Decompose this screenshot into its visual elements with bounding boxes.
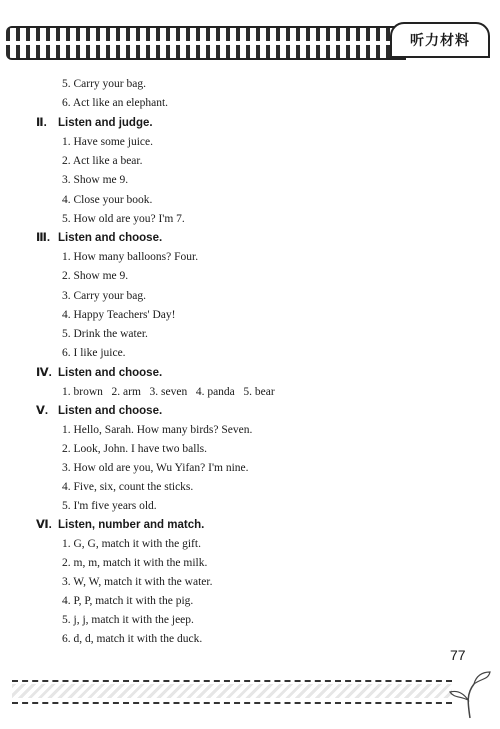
section-number: Ⅵ. xyxy=(36,519,52,531)
list-item: 5. How old are you? I'm 7. xyxy=(62,213,185,225)
section-number: Ⅲ. xyxy=(36,232,51,244)
list-item: 6. d, d, match it with the duck. xyxy=(62,633,203,645)
section-number: Ⅴ. xyxy=(36,405,49,417)
section-number: Ⅳ. xyxy=(36,367,52,379)
list-item: 3. How old are you, Wu Yifan? I'm nine. xyxy=(62,462,249,474)
section-heading xyxy=(36,231,162,245)
list-item: 1. brown 2. arm 3. seven 4. panda 5. bear xyxy=(62,386,275,398)
section-title: Listen and choose. xyxy=(58,232,163,244)
section-heading xyxy=(36,366,162,380)
section-title: Listen and choose. xyxy=(58,405,163,417)
section-number: Ⅱ. xyxy=(36,117,47,129)
list-item: 2. Look, John. I have two balls. xyxy=(62,443,208,455)
list-item: 2. m, m, match it with the milk. xyxy=(62,557,208,569)
list-item: 1. Have some juice. xyxy=(62,136,154,148)
list-item: 3. W, W, match it with the water. xyxy=(62,576,213,588)
header-tab-label: 听力材料 xyxy=(390,22,490,58)
footer-dashed-line xyxy=(12,702,452,704)
list-item: 5. Drink the water. xyxy=(62,328,148,340)
list-item: 1. Hello, Sarah. How many birds? Seven. xyxy=(62,424,253,436)
list-item: 4. P, P, match it with the pig. xyxy=(62,595,194,607)
list-item: 2. Act like a bear. xyxy=(62,155,143,167)
list-item: 4. Close your book. xyxy=(62,194,153,206)
section-title: Listen, number and match. xyxy=(58,519,205,531)
list-item: 1. G, G, match it with the gift. xyxy=(62,538,201,550)
list-item: 4. Happy Teachers' Day! xyxy=(62,309,176,321)
page-number: 77 xyxy=(450,647,466,663)
list-item: 5. Carry your bag. xyxy=(62,78,146,90)
list-item: 1. How many balloons? Four. xyxy=(62,251,199,263)
list-item: 3. Show me 9. xyxy=(62,174,129,186)
page-header xyxy=(6,22,490,62)
list-item: 3. Carry your bag. xyxy=(62,290,146,302)
section-title: Listen and judge. xyxy=(58,117,153,129)
footer-dashed-line xyxy=(12,680,452,682)
section-heading xyxy=(36,404,162,418)
list-item: 6. I like juice. xyxy=(62,347,126,359)
section-heading xyxy=(36,116,153,130)
list-item: 5. I'm five years old. xyxy=(62,500,157,512)
header-stripe-bar xyxy=(6,26,406,60)
section-heading xyxy=(36,518,204,532)
list-item: 4. Five, six, count the sticks. xyxy=(62,481,194,493)
list-item: 5. j, j, match it with the jeep. xyxy=(62,614,194,626)
leaf-decoration-icon xyxy=(448,660,492,720)
list-item: 6. Act like an elephant. xyxy=(62,97,169,109)
page-footer xyxy=(12,672,452,710)
list-item: 2. Show me 9. xyxy=(62,270,129,282)
footer-pattern xyxy=(12,684,452,698)
section-title: Listen and choose. xyxy=(58,367,163,379)
